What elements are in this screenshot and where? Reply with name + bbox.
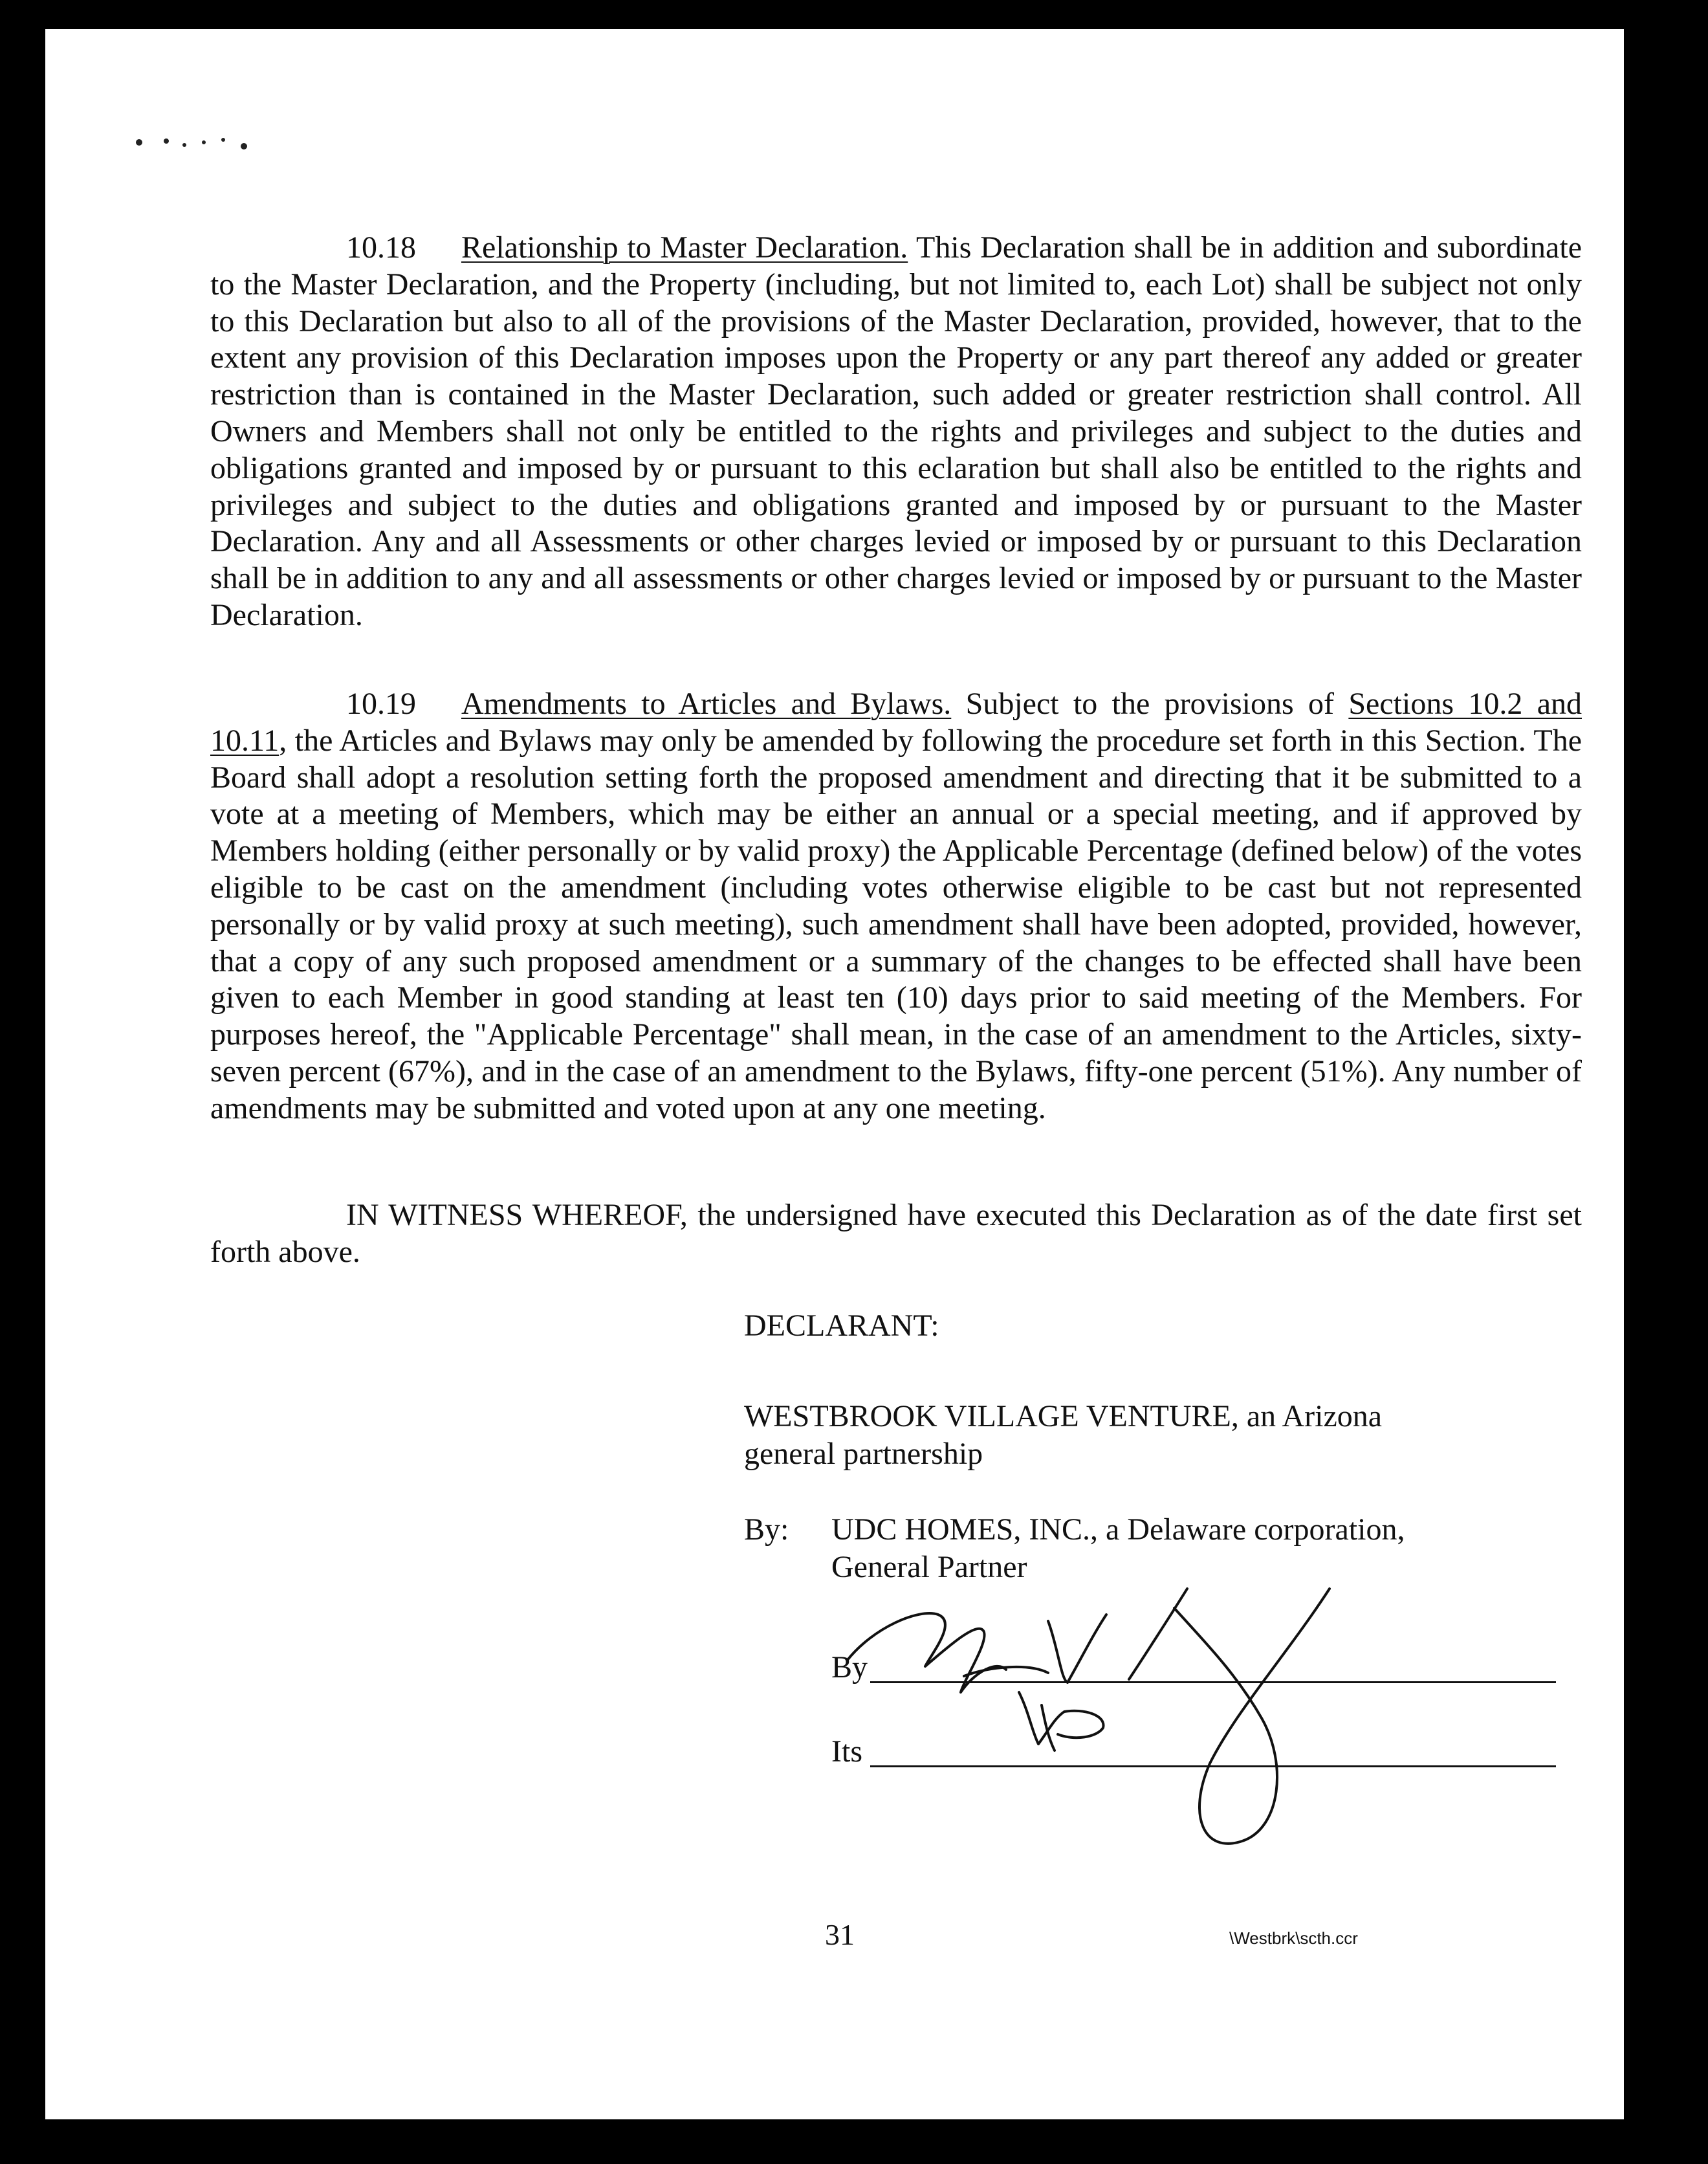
witness-text: IN WITNESS WHEREOF, the undersigned have executed this Declaration as of the date first set forth above. xyxy=(210,1198,1582,1269)
entity-line: general partnership xyxy=(744,1437,983,1471)
partner-line: General Partner xyxy=(831,1550,1027,1584)
section-heading: Amendments to Articles and Bylaws. xyxy=(461,687,952,721)
declarant-entity xyxy=(744,1398,1382,1473)
section-10-19 xyxy=(210,686,1582,1127)
section-body: This Declaration shall be in addition and subordinate to the Master Declaration, and the Property (including, but not limited to, each Lot) shall be subject not only to this Declaration but also to all of the provisions of the Master Declaration, provided, however, that to the extent any provision of this Declaration imposes upon the Property or any part thereof any added or greater restriction than is contained in the Master Declaration, such added or greater restriction shall control. All Owners and Members shall not only be entitled to the rights and privileges and subject to the duties and obligations granted and imposed by or pursuant to this eclaration but shall also be entitled to the rights and privileges and subject to the duties and obligations granted and imposed by or pursuant to the Master Declaration. Any and all Assessments or other charges levied or imposed by or pursuant to this Declaration shall be in addition to any and all assessments or other charges levied or imposed by or pursuant to the Master Declaration. xyxy=(210,230,1582,632)
document-page xyxy=(45,29,1624,2119)
by-line-label: By xyxy=(831,1650,868,1684)
section-body: , the Articles and Bylaws may only be amended by following the procedure set forth in this Section. The Board shall adopt a resolution setting forth the proposed amendment and directing that it be submitted to a vote at a meeting of Members, which may be either an annual or a special meeting, and if approved by Members holding (either personally or by valid proxy) the Applicable Percentage (defined below) of the votes eligible to be cast on the amendment (including votes otherwise eligible to be cast but not represented personally or by valid proxy at such meeting), such amendment shall have been adopted, provided, however, that a copy of any such proposed amendment or a summary of the changes to be effected shall have been given to each Member in good standing at least ten (10) days prior to said meeting of the Members. For purposes hereof, the "Applicable Percentage" shall mean, in the case of an amendment to the Articles, sixty-seven percent (67%), and in the case of an amendment to the Bylaws, fifty-one percent (51%). Any number of amendments may be submitted and voted upon at any one meeting. xyxy=(210,723,1582,1125)
by-label: By: xyxy=(744,1512,789,1547)
witness-clause xyxy=(210,1197,1582,1271)
its-handwritten-value: VP xyxy=(977,1723,1058,1791)
section-heading: Relationship to Master Declaration. xyxy=(461,230,908,265)
section-number: 10.19 xyxy=(346,687,416,721)
scan-speckle-marks xyxy=(133,129,314,155)
section-body-lead: Subject to the provisions of xyxy=(951,687,1349,721)
section-reference: Sections 10.2 and 10.11 xyxy=(210,687,1582,758)
section-10-18 xyxy=(210,230,1582,634)
handwritten-signature xyxy=(835,1550,1456,1854)
section-number: 10.18 xyxy=(346,230,416,265)
file-reference: \Westbrk\scth.ccr xyxy=(1229,1928,1358,1948)
page-number: 31 xyxy=(825,1918,855,1951)
its-line-label: Its xyxy=(831,1734,862,1769)
declarant-label: DECLARANT: xyxy=(744,1308,939,1343)
entity-line: WESTBROOK VILLAGE VENTURE, an Arizona xyxy=(744,1399,1383,1433)
partner-line: UDC HOMES, INC., a Delaware corporation, xyxy=(831,1512,1405,1547)
